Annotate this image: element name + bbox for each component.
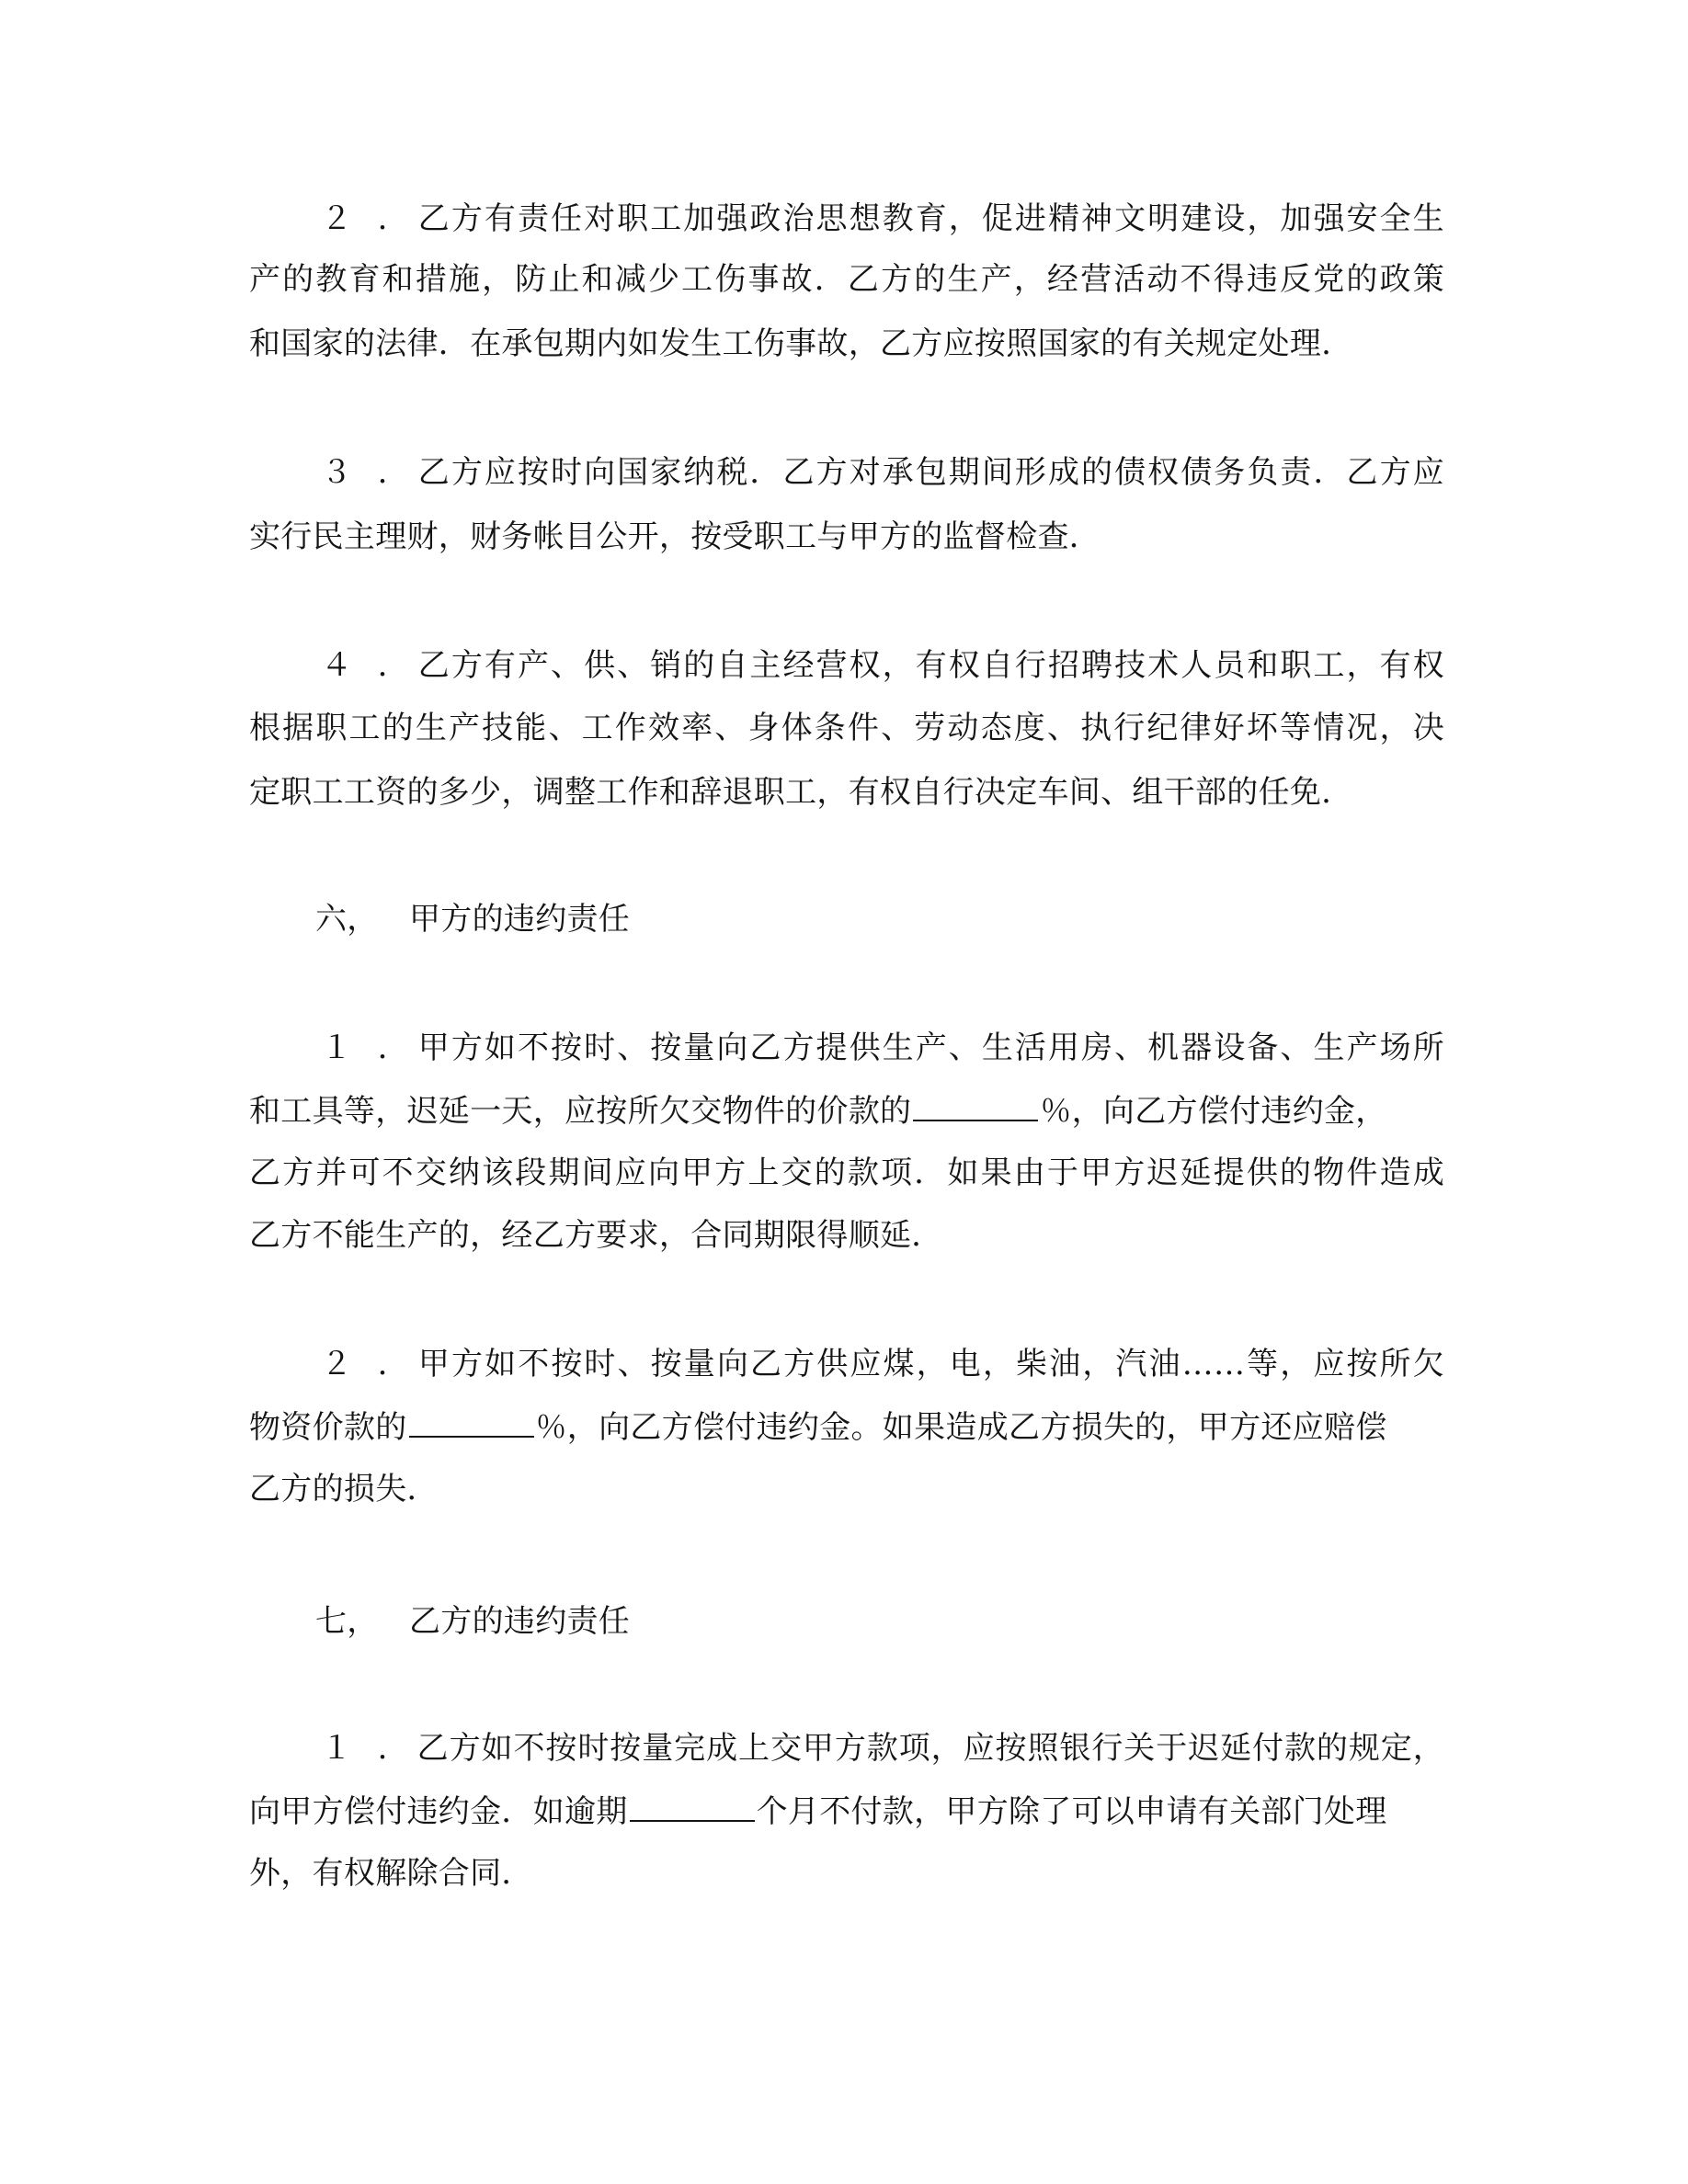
paragraph-4-line-3: 定职工工资的多少，调整工作和辞退职工，有权自行决定车间、组干部的任免． — [249, 774, 1353, 811]
paragraph-4-line-1 — [249, 647, 1444, 684]
paragraph-text: 乙方有产、供、销的自主经营权，有权自行招聘技术人员和职工，有权 — [416, 647, 1444, 684]
paragraph-text: ％，向乙方偿付违约金， — [1040, 1093, 1387, 1130]
paragraph-2-line-2: 产的教育和措施，防止和减少工伤事故．乙方的生产，经营活动不得违反党的政策 — [249, 261, 1444, 298]
item-number: １． — [321, 1029, 409, 1066]
item-number: １． — [321, 1730, 409, 1767]
paragraph-2-line-1 — [249, 200, 1444, 237]
paragraph-4-line-2: 根据职工的生产技能、工作效率、身体条件、劳动态度、执行纪律好坏等情况，决 — [249, 710, 1444, 746]
item-number: ４． — [321, 647, 409, 684]
paragraph-text: 甲方如不按时、按量向乙方提供生产、生活用房、机器设备、生产场所 — [416, 1029, 1444, 1066]
paragraph-text: 和工具等，迟延一天，应按所欠交物件的价款的 — [249, 1093, 912, 1130]
paragraph-2-line-3: 和国家的法律．在承包期内如发生工伤事故，乙方应按照国家的有关规定处理． — [249, 325, 1353, 362]
section-6-item-1-line-3: 乙方并可不交纳该段期间应向甲方上交的款项．如果由于甲方迟延提供的物件造成 — [249, 1155, 1444, 1191]
section-6-item-2-line-2 — [249, 1408, 1444, 1446]
item-number: ３． — [321, 454, 409, 491]
fill-in-blank[interactable] — [630, 1792, 755, 1822]
paragraph-text: ％，向乙方偿付违约金。如果造成乙方损失的，甲方还应赔偿 — [535, 1409, 1387, 1446]
section-7-item-1-line-2 — [249, 1792, 1444, 1830]
paragraph-text: 乙方有责任对职工加强政治思想教育，促进精神文明建设，加强安全生 — [416, 200, 1444, 237]
item-number: ２． — [321, 200, 409, 237]
item-number: ２． — [321, 1346, 409, 1382]
section-6-item-2-line-3: 乙方的损失． — [249, 1471, 439, 1507]
section-7-heading — [249, 1603, 1444, 1640]
section-6-heading — [249, 901, 1444, 938]
paragraph-text: 甲方如不按时、按量向乙方供应煤，电，柴油，汽油……等，应按所欠 — [416, 1346, 1444, 1382]
section-6-item-1-line-4: 乙方不能生产的，经乙方要求，合同期限得顺延． — [249, 1217, 943, 1254]
section-6-item-1-line-1 — [249, 1029, 1444, 1066]
section-7-item-1-line-3: 外，有权解除合同． — [249, 1855, 533, 1892]
section-6-item-1-line-2 — [249, 1092, 1444, 1130]
paragraph-text: 物资价款的 — [249, 1409, 407, 1446]
paragraph-text: 乙方应按时向国家纳税．乙方对承包期间形成的债权债务负责．乙方应 — [416, 454, 1444, 491]
fill-in-blank[interactable] — [409, 1408, 534, 1438]
section-title: 乙方的违约责任 — [409, 1603, 631, 1640]
paragraph-text: 乙方如不按时按量完成上交甲方款项，应按照银行关于迟延付款的规定， — [416, 1730, 1444, 1767]
paragraph-text: 个月不付款，甲方除了可以申请有关部门处理 — [756, 1793, 1387, 1830]
section-6-item-2-line-1 — [249, 1346, 1444, 1382]
section-7-item-1-line-1 — [249, 1730, 1444, 1767]
fill-in-blank[interactable] — [913, 1092, 1038, 1121]
section-number: 六， — [315, 901, 379, 938]
paragraph-text: 向甲方偿付违约金．如逾期 — [249, 1793, 628, 1830]
paragraph-3-line-1 — [249, 454, 1444, 491]
section-number: 七， — [315, 1603, 379, 1640]
section-title: 甲方的违约责任 — [409, 901, 631, 938]
paragraph-3-line-2: 实行民主理财，财务帐目公开，按受职工与甲方的监督检查． — [249, 518, 1101, 555]
